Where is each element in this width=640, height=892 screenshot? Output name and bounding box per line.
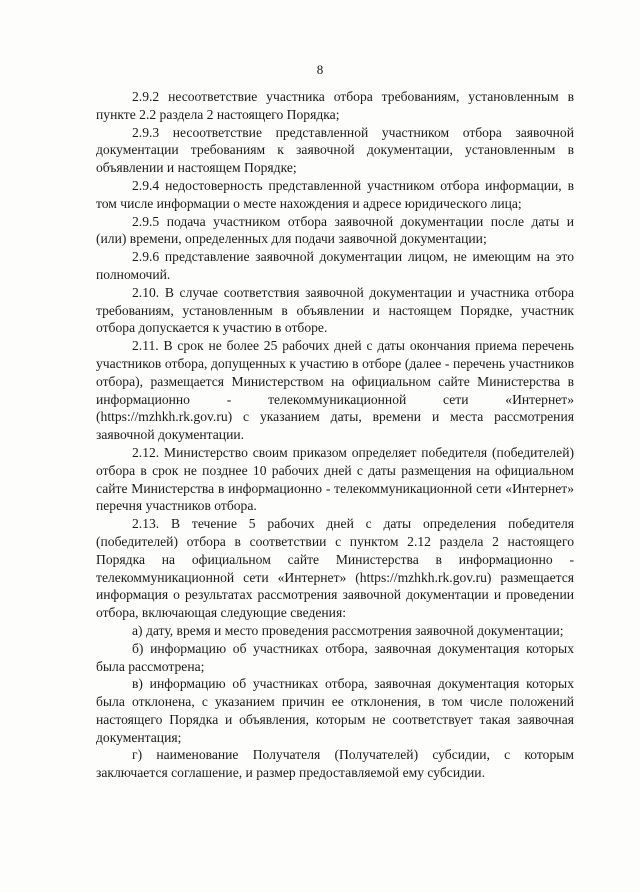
paragraph-2-9-6: 2.9.6 представление заявочной документации лицом, не имеющим на это полномочий.	[96, 249, 574, 282]
paragraph-2-12: 2.12. Министерство своим приказом определяет победителя (победителей) отбора в срок не позднее 10 рабочих дней с даты размещения на официальном сайте Министерства в информационно - телекоммуникационной сети «Интернет» перечня участников отбора.	[96, 444, 574, 514]
list-item-v: в) информацию об участниках отбора, заявочная документация которых была отклонена, с указанием причин ее отклонения, в том числе положений настоящего Порядка и объявления, которым не соответствует такая заявочная документация;	[96, 676, 574, 745]
page-number: 8	[316, 62, 324, 77]
paragraph-2-9-4: 2.9.4 недостоверность представленной участником отбора информации, в том числе информации о месте нахождения и адресе юридического лица;	[96, 177, 574, 211]
paragraph-2-9-2: 2.9.2 несоответствие участника отбора требованиям, установленным в пункте 2.2 раздела 2 настоящего Порядка;	[96, 89, 574, 122]
paragraph-2-11: 2.11. В срок не более 25 рабочих дней с даты окончания приема перечень участников отбора, допущенных к участию в отборе (далее - перечень участников отбора), размещается Министерством на официальном сайте Министерства в информационно - телекоммуникационной сети «Интернет» (https://mzhkh.rk.gov.ru) с указанием даты, времени и места рассмотрения заявочной документации.	[96, 338, 574, 443]
paragraph-2-10: 2.10. В случае соответствия заявочной документации и участника отбора требованиям, установленным в объявлении и настоящем Порядке, участник отбора допускается к участию в отборе.	[96, 284, 574, 336]
list-item-g: г) наименование Получателя (Получателей) субсидии, с которым заключается соглашение, и размер предоставляемой ему субсидии.	[96, 747, 574, 781]
paragraph-2-9-3: 2.9.3 несоответствие представленной участником отбора заявочной документации требованиям к заявочной документации, установленным в объявлении и настоящем Порядке;	[96, 124, 574, 176]
paragraph-2-13: 2.13. В течение 5 рабочих дней с даты определения победителя (победителей) отбора в соответствии с пунктом 2.12 раздела 2 настоящего Порядка на официальном сайте Министерства в информационно - телекоммуникационной сети «Интернет» (https://mzhkh.rk.gov.ru) размещается информация о результатах рассмотрения заявочной документации и проведении отбора, включающая следующие сведения:	[96, 516, 574, 621]
list-item-b: б) информацию об участниках отбора, заявочная документация которых была рассмотрена;	[96, 640, 574, 674]
paragraph-2-9-5: 2.9.5 подача участником отбора заявочной документации после даты и (или) времени, определенных для подачи заявочной документации;	[96, 213, 574, 247]
document-body	[96, 88, 574, 782]
list-item-a: а) дату, время и место проведения рассмотрения заявочной документации;	[132, 622, 564, 638]
